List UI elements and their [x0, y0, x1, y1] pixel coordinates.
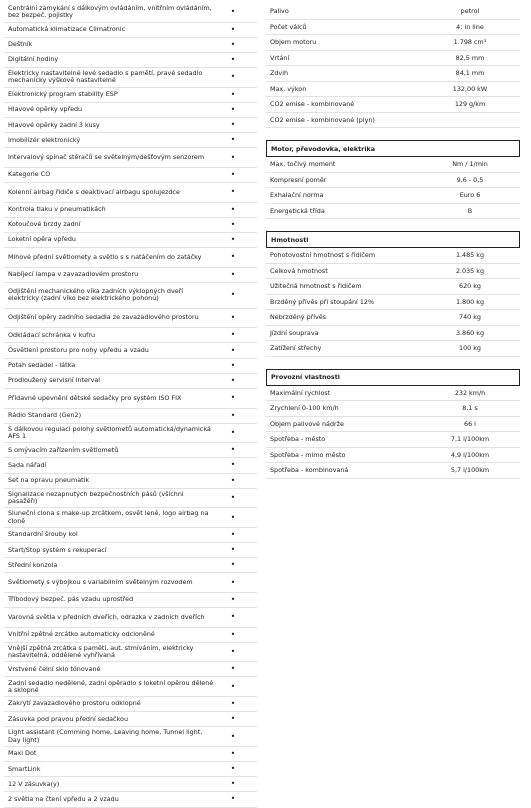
equipment-item-label: Light assistant (Comming home, Leaving home, Tunnel light, Day light) [8, 728, 203, 744]
bullet-icon: • [230, 764, 236, 774]
spec-row [266, 204, 520, 220]
spec-label: Jízdní souprava [270, 328, 319, 337]
spec-label: CO2 emise - kombinované (plyn) [270, 115, 375, 124]
equipment-item-label: Set na opravu pneumatik [8, 476, 90, 485]
equipment-item-label: Start/Stop systém s rekuperací [8, 545, 107, 554]
equipment-item-label: Prodloužený servisní interval [8, 376, 101, 385]
spec-row [266, 448, 520, 464]
equipment-item-label: 12 V zásuvka(y) [8, 779, 60, 788]
section-heading: Motor, převodovka, elektrika [266, 140, 520, 157]
equipment-item [4, 38, 257, 53]
spec-label: Max. točivý moment [270, 160, 336, 169]
equipment-item [4, 528, 257, 543]
bullet-icon: • [230, 252, 236, 262]
spec-row [266, 279, 520, 295]
equipment-item-label: Deštník [8, 40, 33, 49]
spec-row [266, 20, 520, 36]
bullet-icon: • [230, 290, 236, 300]
equipment-item [4, 573, 257, 593]
equipment-item [4, 103, 257, 118]
spec-label: Objem motoru [270, 38, 317, 47]
bullet-icon: • [230, 493, 236, 502]
equipment-item [4, 248, 257, 268]
equipment-item [4, 23, 257, 38]
bullet-icon: • [230, 72, 236, 82]
equipment-item-label: Centrální zamykání s dálkovým ovládáním, vnitřním ovládáním, bez bezpeč. pojistky [8, 4, 212, 20]
equipment-item [4, 458, 257, 473]
bullet-icon: • [230, 714, 236, 724]
bullet-icon: • [230, 360, 236, 370]
equipment-item-label: Odjištění opěry zadního sedadla ze zavazadlového prostoru [8, 313, 199, 322]
equipment-item-label: Elektronický program stability ESP [8, 90, 118, 99]
spec-row [266, 341, 520, 357]
equipment-item-label: Odjištění mechanického víka zadních výklopných dveří elektricky (zadní víko bez elektrického pohonu) [8, 287, 184, 303]
equipment-item-label: Přídavné upevnění dětské sedačky pro systém ISO FIX [8, 393, 182, 402]
equipment-item-label: Vrstvené čelní sklo tónované [8, 664, 101, 673]
bullet-icon: • [230, 169, 236, 179]
bullet-icon: • [230, 120, 236, 130]
bullet-icon: • [230, 629, 236, 639]
equipment-item [4, 727, 257, 747]
spec-label: Objem palivové nádrže [270, 419, 344, 428]
spec-row [266, 264, 520, 280]
equipment-item [4, 558, 257, 573]
equipment-item [4, 233, 257, 248]
bullet-icon: • [230, 779, 236, 789]
spec-label: Kompresní poměr [270, 175, 327, 184]
equipment-item [4, 677, 257, 697]
spec-label: Počet válců [270, 22, 307, 31]
spec-label: Zdvih [270, 69, 289, 78]
equipment-item-label: Zakrytí zavazadlového prostoru odklopné [8, 699, 141, 708]
equipment-item-label: 2 světla na čtení vpředu a 2 vzadu [8, 794, 119, 803]
equipment-item [4, 662, 257, 677]
spec-value: 8,1 s [462, 404, 478, 413]
equipment-item [4, 3, 257, 23]
equipment-item-label: Automatická klimatizace Climatronic [8, 25, 126, 34]
equipment-item [4, 268, 257, 283]
section-heading: Hmotnosti [266, 231, 520, 248]
spec-value: Nm / 1/min [452, 160, 488, 169]
bullet-icon: • [230, 375, 236, 385]
spec-row [266, 4, 520, 20]
spec-label: Exhalační norma [270, 191, 324, 200]
bullet-icon: • [230, 89, 236, 99]
bullet-icon: • [230, 135, 236, 145]
equipment-item-label: Nabíjecí lampa v zavazadlovém prostoru [8, 270, 139, 279]
bullet-icon: • [230, 475, 236, 485]
bullet-icon: • [230, 7, 236, 17]
equipment-item [4, 148, 257, 168]
equipment-item-label: Standardní šrouby kol [8, 530, 78, 539]
spec-value: 100 kg [459, 344, 481, 353]
spec-value: 66 l [464, 419, 476, 428]
equipment-item [4, 608, 257, 628]
equipment-item-label: Potah sedadel - látka [8, 361, 76, 370]
spec-value: 132,00 kW [452, 84, 488, 93]
equipment-item [4, 328, 257, 343]
spec-value: 1.485 kg [455, 251, 485, 260]
equipment-item-label: Zadní sedadlo nedělené, zadní opěradlo s loketní opěrou dělené a sklopné [8, 678, 214, 694]
equipment-item [4, 489, 257, 509]
equipment-item-label: Osvětlení prostoru pro nohy vpředu a vzadu [8, 346, 149, 354]
bullet-icon: • [230, 512, 236, 522]
spec-value: 84,1 mm [455, 69, 485, 78]
spec-row [266, 386, 520, 402]
spec-label: Zatížení střechy [270, 344, 322, 353]
bullet-icon: • [230, 794, 236, 804]
bullet-icon: • [230, 393, 236, 403]
equipment-item-label: Intervalový spínač stěračů se světelným/dešťovým senzorem [8, 153, 205, 162]
spec-label: Spotřeba - mimo město [270, 450, 346, 459]
equipment-item-label: S omývacím zařízením světlometů [8, 445, 119, 454]
bullet-icon: • [230, 39, 236, 49]
equipment-item [4, 712, 257, 727]
equipment-item [4, 409, 257, 424]
equipment-item-label: Kategorie CO [8, 170, 51, 179]
spec-value: B [467, 206, 473, 215]
equipment-item [4, 218, 257, 233]
equipment-item [4, 183, 257, 203]
spec-value: 9,6 - 0,5 [456, 175, 484, 184]
spec-label: Vrtání [270, 53, 290, 62]
equipment-item [4, 68, 257, 88]
equipment-item-label: Zásuvka pod pravou přední sedačkou [8, 714, 128, 723]
spec-row [266, 248, 520, 264]
spec-row [266, 401, 520, 417]
spec-label: Max. výkon [270, 84, 307, 93]
bullet-icon: • [230, 545, 236, 555]
equipment-item [4, 508, 257, 528]
equipment-item [4, 777, 257, 792]
spec-value: 3.860 kg [455, 328, 485, 337]
spec-label: Maximální rychlost [270, 388, 331, 397]
equipment-item [4, 543, 257, 558]
equipment-item [4, 593, 257, 608]
equipment-item-label: Světlomety s výbojkou s variabilním světelným rozvodem [8, 578, 193, 587]
equipment-item-label: Digitální hodiny [8, 55, 59, 64]
equipment-item [4, 168, 257, 183]
equipment-item-label: Hlavové opěrky zadní 3 kusy [8, 120, 100, 129]
equipment-item [4, 697, 257, 712]
bullet-icon: • [230, 219, 236, 229]
bullet-icon: • [230, 54, 236, 64]
equipment-list [4, 3, 257, 808]
spec-row [266, 157, 520, 173]
equipment-item-label: Tříbodový bezpeč. pás vzadu uprostřed [8, 595, 134, 604]
equipment-item [4, 443, 257, 458]
equipment-item [4, 389, 257, 409]
spec-value: 129 g/km [454, 100, 486, 109]
spec-value: 82,5 mm [455, 53, 485, 62]
bullet-icon: • [230, 560, 236, 570]
equipment-item [4, 88, 257, 103]
spec-value: 620 kg [459, 282, 481, 291]
spec-value: 4; in line [456, 22, 484, 31]
spec-row [266, 51, 520, 67]
spec-label: Energetická třída [270, 206, 325, 215]
equipment-item [4, 118, 257, 133]
equipment-item [4, 283, 257, 309]
equipment-item [4, 474, 257, 489]
spec-label: Brzděný přívěs při stoupání 12% [270, 297, 375, 306]
bullet-icon: • [230, 698, 236, 708]
spec-row [266, 326, 520, 342]
equipment-item-label: Imobilizér elektronický [8, 135, 81, 144]
spec-value: 2.035 kg [455, 266, 485, 275]
spec-value: Euro 6 [459, 191, 481, 200]
specs-panel [266, 4, 520, 479]
spec-value: 7,1 l/100km [450, 435, 490, 444]
bullet-icon: • [230, 460, 236, 470]
spec-row [266, 173, 520, 189]
bullet-icon: • [230, 269, 236, 279]
spec-row [266, 35, 520, 51]
equipment-item-label: Kolenní airbag řidiče s deaktivací airbagu spolujezdce [8, 187, 180, 196]
bullet-icon: • [230, 577, 236, 587]
spec-value: 1.798 cm³ [453, 38, 487, 47]
equipment-item [4, 792, 257, 807]
spec-label: Spotřeba - město [270, 435, 326, 444]
equipment-item [4, 374, 257, 389]
equipment-item-label: Loketní opěra vpředu [8, 235, 76, 244]
bullet-icon: • [230, 410, 236, 420]
spec-row [266, 432, 520, 448]
bullet-icon: • [230, 748, 236, 758]
spec-row [266, 82, 520, 98]
spec-value: 1.800 kg [455, 297, 485, 306]
spec-label: Celková hmotnost [270, 266, 328, 275]
equipment-item-label: Sada nářadí [8, 460, 47, 469]
spec-label: Spotřeba - kombinovaná [270, 466, 349, 475]
equipment-item [4, 643, 257, 663]
equipment-item-label: Maxi Dot [8, 749, 37, 758]
equipment-item-label: Kontrola tlaku v pneumatikách [8, 205, 106, 214]
spec-value: 4,9 l/100km [450, 450, 490, 459]
bullet-icon: • [230, 345, 236, 355]
section-heading: Provozní vlastnosti [266, 369, 520, 386]
equipment-item-label: Hlavové opěrky vpředu [8, 105, 83, 114]
bullet-icon: • [230, 152, 236, 162]
spec-row [266, 97, 520, 113]
equipment-item [4, 762, 257, 777]
equipment-item-label: Sluneční clona s make-up zrcátkem, osvět lené, logo airbag na cloně [8, 509, 209, 525]
equipment-item-label: Odkládací schránka v kufru [8, 330, 96, 339]
equipment-item [4, 628, 257, 643]
bullet-icon: • [230, 529, 236, 539]
spec-value: 740 kg [459, 313, 481, 322]
bullet-icon: • [230, 313, 236, 322]
spec-label: CO2 emise - kombinované [270, 100, 355, 109]
spec-value: 232 km/h [454, 388, 486, 397]
bullet-icon: • [230, 664, 236, 674]
spec-row [266, 463, 520, 479]
spec-row [266, 417, 520, 433]
bullet-icon: • [230, 234, 236, 244]
equipment-item-label: Vnější zpětná zrcátka s pamětí, aut. stmíváním, elektricky nastavitelná, oddělené vyhřívaná [8, 643, 194, 659]
spec-label: Pohotovostní hmotnost s řidičem [270, 251, 376, 260]
bullet-icon: • [230, 681, 236, 691]
equipment-item [4, 309, 257, 329]
equipment-item-label: SmartLink [8, 764, 41, 773]
bullet-icon: • [230, 731, 236, 741]
bullet-icon: • [230, 427, 236, 437]
equipment-item-label: S dálkovou regulací polohy světlometů automatická/dynamická AFS 1 [8, 424, 211, 440]
equipment-item-label: Signalizace nezapnutých bezpečnostních pásů (všichni pasažéři) [8, 489, 184, 505]
bullet-icon: • [230, 330, 236, 340]
spec-row [266, 188, 520, 204]
spec-label: Zrychlení 0-100 km/h [270, 404, 339, 413]
equipment-item-label: Elektricky nastavitelné levé sedadlo s pamětí, pravé sedadlo mechanicky výškově nastavitelné [8, 69, 203, 85]
spec-value: 5,7 l/100km [450, 466, 490, 475]
bullet-icon: • [230, 646, 236, 656]
equipment-item [4, 424, 257, 444]
spec-value: petrol [460, 7, 480, 16]
equipment-item-label: Mlhové přední světlomety a světlo s s natáčením do zatáčky [8, 252, 202, 261]
equipment-item-label: Varovná světla v předních dveřích, odrazka v zadních dveřích [8, 612, 205, 621]
equipment-item [4, 343, 257, 358]
equipment-item [4, 133, 257, 148]
equipment-item [4, 203, 257, 218]
spec-label: Palivo [270, 7, 289, 16]
spec-label: Užitečná hmotnost s řidičem [270, 282, 362, 291]
bullet-icon: • [230, 187, 236, 197]
equipment-item-label: Vnitřní zpětné zrcátko automaticky odcloněné [8, 630, 155, 639]
spec-row [266, 66, 520, 82]
bullet-icon: • [230, 594, 236, 604]
equipment-item-label: Střední konzola [8, 560, 58, 569]
spec-row [266, 295, 520, 311]
bullet-icon: • [230, 204, 236, 214]
bullet-icon: • [230, 24, 236, 34]
equipment-item [4, 359, 257, 374]
spec-row [266, 113, 520, 129]
equipment-item-label: Kotoučové brzdy zadní [8, 220, 81, 229]
bullet-icon: • [230, 445, 236, 455]
bullet-icon: • [230, 104, 236, 114]
equipment-item-label: Rádio Standard (Gen2) [8, 411, 82, 420]
spec-row [266, 310, 520, 326]
spec-label: Nebrzděný přívěs [270, 313, 327, 322]
equipment-item [4, 53, 257, 68]
equipment-item [4, 747, 257, 762]
bullet-icon: • [230, 612, 236, 622]
